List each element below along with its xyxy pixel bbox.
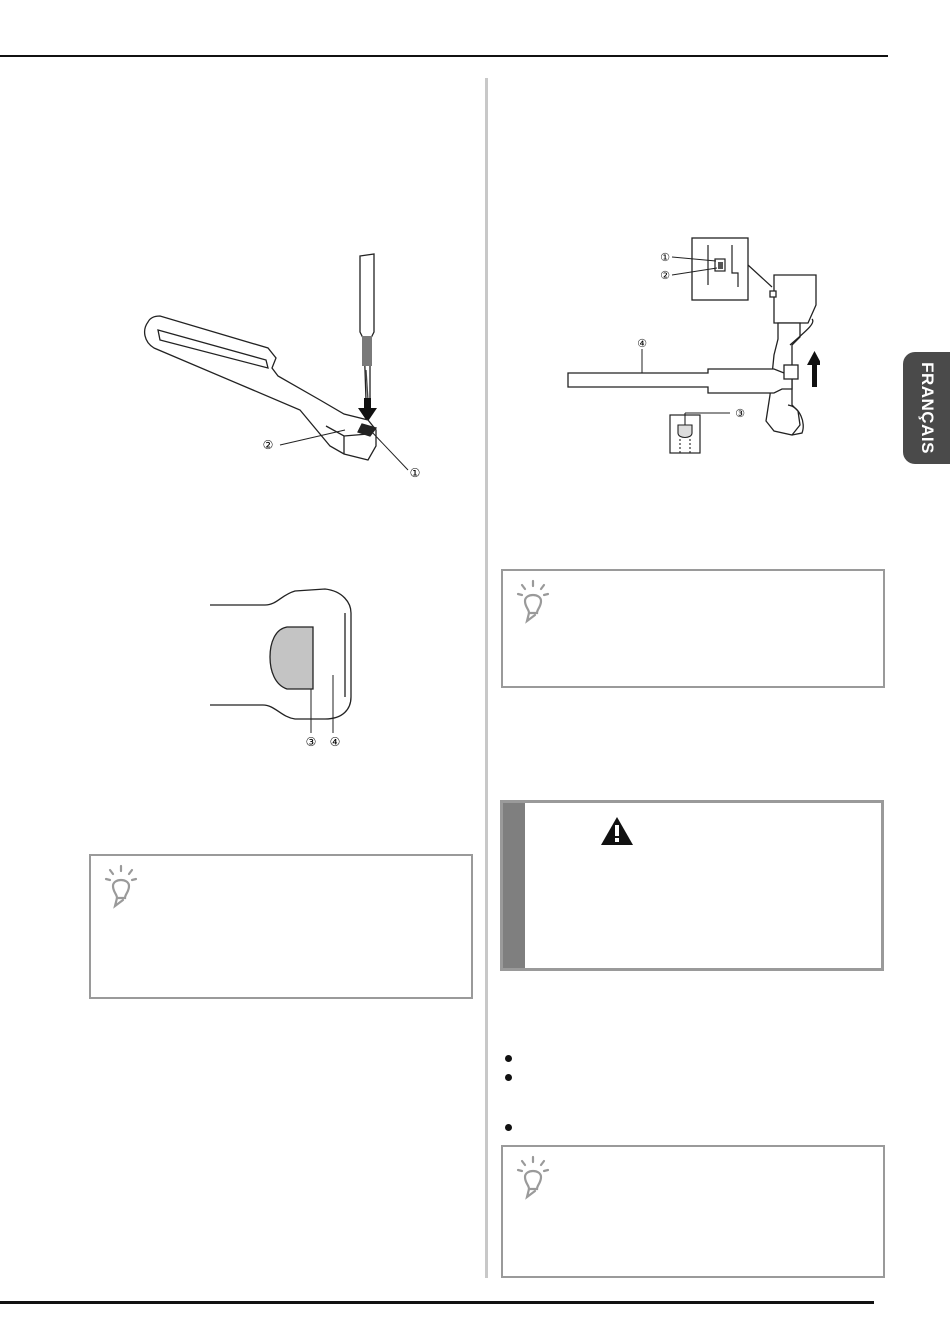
callout-line-1: [370, 430, 408, 470]
lightbulb-note-icon: [515, 1155, 551, 1201]
tool-arm: [568, 365, 798, 393]
callout-4-right: ④: [637, 337, 647, 350]
note-box-left: [89, 854, 473, 999]
language-tab-label: FRANÇAIS: [917, 362, 937, 454]
tool-tip-detail-illustration: [205, 585, 365, 750]
warning-triangle-icon: [600, 816, 634, 846]
lightbulb-note-icon: [103, 864, 139, 910]
presser-foot: [766, 275, 816, 435]
note-box-right-bottom: [501, 1145, 885, 1278]
needle-illustration: [360, 254, 374, 400]
note-box-right-top: [501, 569, 885, 688]
machine-head-illustration: [560, 235, 820, 460]
list-bullet: [505, 1124, 512, 1131]
top-rule: [0, 55, 888, 57]
list-bullet: [505, 1074, 512, 1081]
language-tab[interactable]: [903, 352, 950, 464]
callout-2: ②: [262, 438, 274, 452]
callout-3: ③: [305, 735, 317, 749]
needle-tool-illustration: [130, 250, 440, 490]
lift-arrow-icon: [807, 351, 820, 387]
callout-4: ④: [329, 735, 341, 749]
caution-box: [500, 800, 884, 971]
bottom-rule: [0, 1301, 874, 1304]
callout-1-right: ①: [660, 251, 670, 264]
column-divider: [485, 78, 488, 1278]
caution-side-bar: [503, 803, 525, 968]
lightbulb-note-icon: [515, 579, 551, 625]
list-bullet: [505, 1055, 512, 1062]
callout-2-right: ②: [660, 269, 670, 282]
callout-1: ①: [409, 466, 421, 480]
tool-body: [145, 316, 376, 460]
callout-3-right: ③: [735, 407, 745, 420]
